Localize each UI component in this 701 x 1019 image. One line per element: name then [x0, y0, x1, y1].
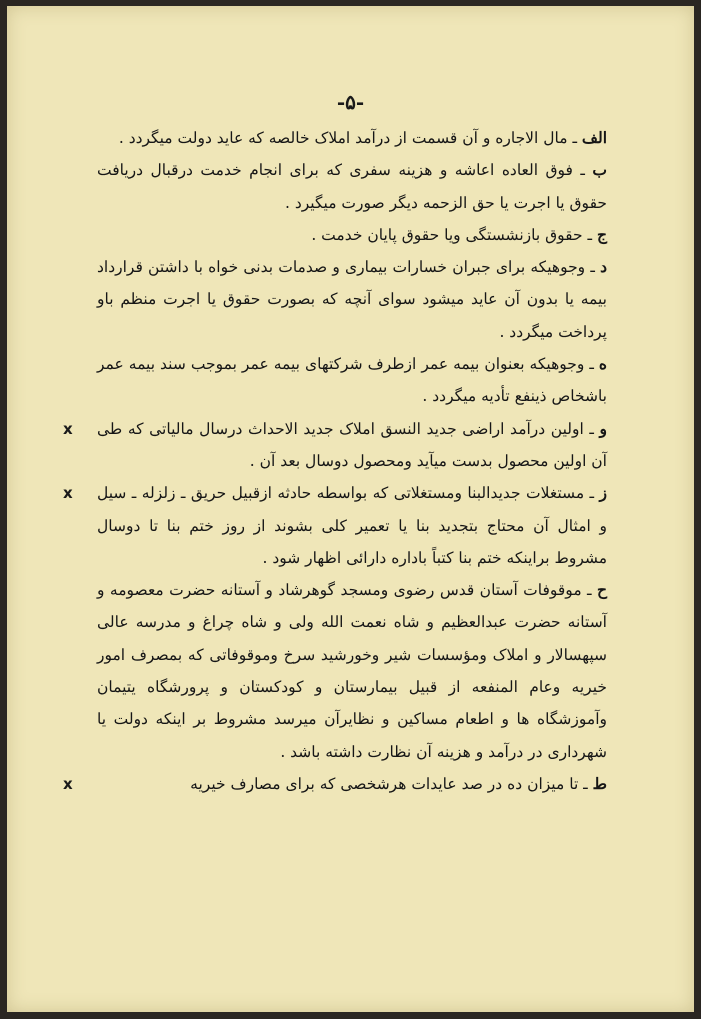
item-text: ـ اولین درآمد اراضی جدید النسق املاک جدید الاحداث درسال مالیاتی که طی آن اولین محصول بدست میآید ومحصول دوسال بعد آن .: [97, 419, 607, 470]
margin-mark: x: [63, 419, 73, 438]
item-text: ـ مال الاجاره و آن قسمت از درآمد املاک خالصه که عاید دولت میگردد .: [118, 129, 582, 147]
item-label: و: [599, 418, 607, 438]
item-text: ـ تا میزان ده در صد عایدات هرشخصی که برای مصارف خیریه: [190, 774, 593, 793]
item-text: ـ وجوهیکه بعنوان بیمه عمر ازطرف شرکتهای بیمه عمر بموجب سند بیمه عمر باشخاص ذینفع تأدیه میگردد .: [97, 355, 607, 406]
document-page: [7, 6, 694, 1012]
item-label: ط: [592, 773, 607, 793]
paragraph-ta: [63, 768, 607, 800]
body-text: [63, 122, 607, 800]
item-label: ج: [596, 224, 607, 244]
item-label: د: [600, 257, 607, 277]
item-label: ح: [596, 580, 607, 600]
item-text: ـ فوق العاده اعاشه و هزینه سفری که برای انجام خدمت درقبال دریافت حقوق یا اجرت یا حق الزحمه دیگر صورت میگیرد .: [97, 161, 607, 212]
paragraph-ze: [63, 477, 607, 574]
margin-mark: x: [63, 774, 73, 793]
margin-mark: x: [63, 484, 73, 503]
paragraph-alef: [97, 122, 607, 154]
item-label: ب: [592, 160, 607, 180]
paragraph-he: [97, 348, 607, 413]
item-text: ـ حقوق بازنشستگی ویا حقوق پایان خدمت .: [311, 225, 597, 244]
item-text: ـ وجوهیکه برای جبران خسارات بیماری و صدمات بدنی خواه با داشتن قرارداد بیمه یا بدون آن عاید میشود سوای آنچه که بصورت حقوق یا اجرت منظم باو پرداخت میگردد .: [97, 258, 607, 341]
paragraph-vav: [63, 413, 607, 478]
item-text: ـ مستغلات جدیدالبنا ومستغلاتی که بواسطه حادثه ازقبیل حریق ـ زلزله ـ سیل و امثال آن محتاج بتجدید بنا یا تعمیر کلی بشوند از روز ختم بنا تا دوسال مشروط براینکه ختم بنا کتباً باداره دارائی اظهار شود .: [97, 484, 607, 567]
item-text: ـ موقوفات آستان قدس رضوی ومسجد گوهرشاد و آستانه حضرت معصومه و آستانه حضرت عبدالعظیم و شاه نعمت الله ولی و شاه چراغ و مدرسه عالی سپهسالار و املاک ومؤسسات شیر وخورشید سرخ وموقوفاتی که بمصرف امور خیریه وعام المنفعه از قبیل بیمارستان و کودکستان و پرورشگاه یتیمان وآموزشگاه ها و اطعام مساکین و نظایرآن میرسد مشروط بر اینکه دولت یا شهرداری در درآمد و هزینه آن نظارت داشته باشد .: [97, 581, 607, 761]
item-label: الف: [581, 128, 607, 147]
paragraph-be: [97, 154, 607, 219]
page-number: -۵-: [336, 90, 365, 114]
paragraph-jim: [97, 219, 607, 251]
paragraph-dal: [97, 251, 607, 348]
item-label: ز: [599, 483, 607, 503]
paragraph-he-jimi: [97, 574, 607, 768]
item-label: ه: [598, 354, 607, 374]
